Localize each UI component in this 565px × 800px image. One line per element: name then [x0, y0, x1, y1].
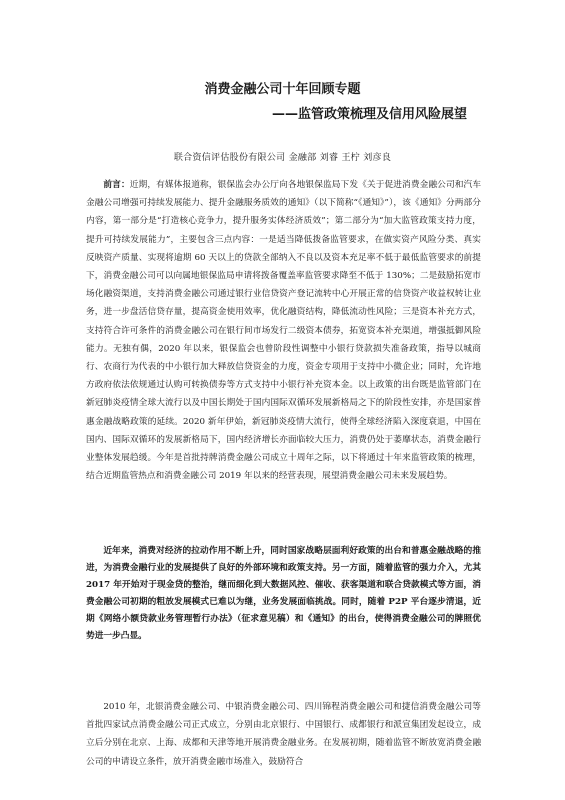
highlight-paragraph: 近年来，消费对经济的拉动作用不断上升，同时国家战略层面利好政策的出台和普惠金融战略的推进，为消费金融行业的发展提供了良好的外部环境和政策支持。另一方面，随着监管的强力介入，尤其 2017 年开始对于现金贷的整治，继而细化到大数据风控、催收、获客渠道和联合贷款模式等方面，消费金融公司初期的粗放发展模式已难以为继，业务发展面临挑战。同时，随着 P2P 平台逐步清退，近期《网络小额贷款业务管理暂行办法》（征求意见稿）和《通知》的出台，使得消费金融公司的牌照优势进一步凸显。	[86, 546, 481, 641]
preface-paragraph	[86, 176, 481, 485]
author-line: 联合资信评估股份有限公司 金融部 刘睿 王柠 刘彦良	[173, 153, 392, 163]
preface-text: 近期，有媒体报道称，银保监会办公厅向各地银保监局下发《关于促进消费金融公司和汽车金融公司增强可持续发展能力、提升金融服务质效的通知》（以下简称“《通知》”），该《通知》分两部分内容，第一部分是“打造核心竞争力，提升服务实体经济质效”；第二部分为“加大监管政策支持力度，提升可持续发展能力”，主要包含三点内容：一是适当降低拨备监管要求，在做实资产风险分类、真实反映资产质量、实现将逾期 60 天以上的贷款全部纳入不良以及资本充足率不低于最低监管要求的前提下，消费金融公司可以向属地银保监局申请将拨备覆盖率监管要求降至不低于 130%；二是鼓励拓宽市场化融资渠道，支持消费金融公司通过银行业信贷资产登记流转中心开展正常的信贷资产收益权转让业务，进一步盘活信贷存量，提高资金使用效率，优化融资结构，降低流动性风险；三是资本补充方式，支持符合许可条件的消费金融公司在银行间市场发行二级资本债券，拓宽资本补充渠道，增强抵御风险能力。无独有偶，2020 年以来，银保监会也曾阶段性调整中小银行贷款损失准备政策，指导以城商行、农商行为代表的中小银行加大释放信贷资金的力度，资金专项用于支持中小微企业；同时，允许地方政府依法依规通过认购可转换债券等方式支持中小银行补充资本金。以上政策的出台既是监管部门在新冠肺炎疫情全球大流行以及中国长期处于国内国际双循环发展新格局之下的阶段性安排，亦是国家普惠金融战略政策的延续。2020 新年伊始，新冠肺炎疫情大流行，使得全球经济陷入深度衰退，中国在国内、国际双循环的发展新格局下，国内经济增长亦面临较大压力，消费仍处于萎靡状态，消费金融行业整体发展趋缓。今年是首批持牌消费金融公司成立十周年之际，以下将通过十年来监管政策的梳理，结合近期监管热点和消费金融公司 2019 年以来的经营表现，展望消费金融公司未来发展趋势。	[86, 180, 482, 482]
document-title: 消费金融公司十年回顾专题	[204, 82, 361, 97]
document-subtitle: ——监管政策梳理及信用风险展望	[271, 107, 467, 122]
preface-label: 前言：	[103, 180, 130, 190]
body-paragraph: 2010 年，北银消费金融公司、中银消费金融公司、四川锦程消费金融公司和捷信消费金融公司等首批四家试点消费金融公司正式成立，分别由北京银行、中国银行、成都银行和派宣集团发起设立，成立后分别在北京、上海、成都和天津等地开展消费金融业务。在发展初期，随着监管不断放宽消费金融公司的申请设立条件，放开消费金融市场准入，鼓励符合	[86, 702, 481, 767]
